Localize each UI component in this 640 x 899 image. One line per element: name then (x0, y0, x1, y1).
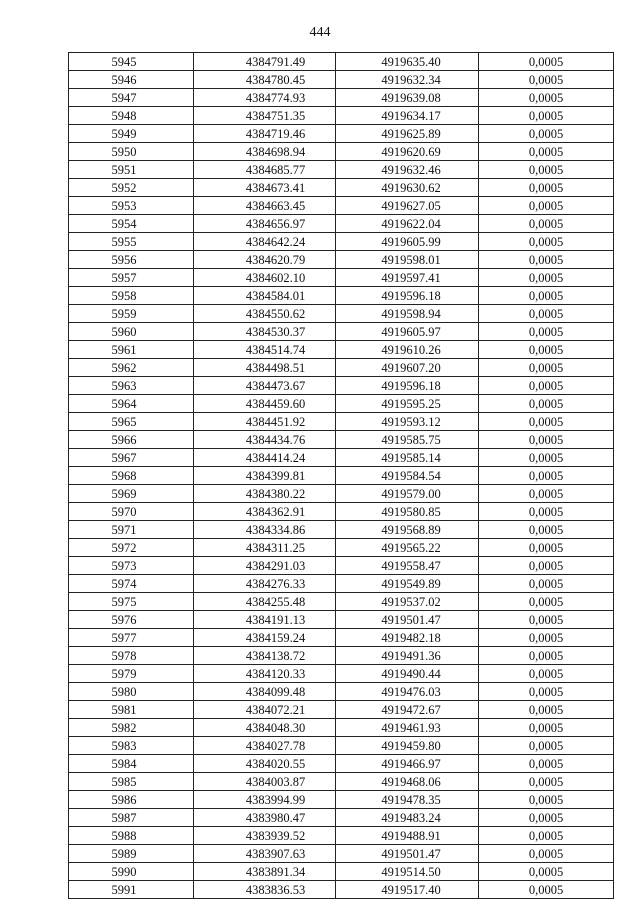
y-coordinate-cell: 4919639.08 (336, 89, 479, 107)
y-coordinate-cell: 4919625.89 (336, 125, 479, 143)
value-cell: 0,0005 (479, 197, 614, 215)
table-row (69, 791, 614, 809)
table-row (69, 593, 614, 611)
y-coordinate-cell: 4919598.01 (336, 251, 479, 269)
value-cell: 0,0005 (479, 701, 614, 719)
table-row (69, 125, 614, 143)
point-number-cell: 5973 (69, 557, 194, 575)
x-coordinate-cell: 4384550.62 (194, 305, 336, 323)
coordinates-table-container (68, 52, 613, 899)
x-coordinate-cell: 4384459.60 (194, 395, 336, 413)
table-row (69, 269, 614, 287)
table-row (69, 251, 614, 269)
table-row (69, 431, 614, 449)
y-coordinate-cell: 4919607.20 (336, 359, 479, 377)
point-number-cell: 5966 (69, 431, 194, 449)
y-coordinate-cell: 4919490.44 (336, 665, 479, 683)
y-coordinate-cell: 4919597.41 (336, 269, 479, 287)
table-row (69, 341, 614, 359)
table-row (69, 53, 614, 71)
value-cell: 0,0005 (479, 287, 614, 305)
point-number-cell: 5953 (69, 197, 194, 215)
table-row (69, 863, 614, 881)
table-row (69, 557, 614, 575)
x-coordinate-cell: 4384719.46 (194, 125, 336, 143)
value-cell: 0,0005 (479, 881, 614, 899)
y-coordinate-cell: 4919585.75 (336, 431, 479, 449)
table-row (69, 377, 614, 395)
y-coordinate-cell: 4919585.14 (336, 449, 479, 467)
value-cell: 0,0005 (479, 647, 614, 665)
y-coordinate-cell: 4919478.35 (336, 791, 479, 809)
x-coordinate-cell: 4384673.41 (194, 179, 336, 197)
x-coordinate-cell: 4383907.63 (194, 845, 336, 863)
table-row (69, 467, 614, 485)
table-row (69, 539, 614, 557)
value-cell: 0,0005 (479, 161, 614, 179)
point-number-cell: 5991 (69, 881, 194, 899)
point-number-cell: 5987 (69, 809, 194, 827)
point-number-cell: 5989 (69, 845, 194, 863)
x-coordinate-cell: 4384291.03 (194, 557, 336, 575)
y-coordinate-cell: 4919549.89 (336, 575, 479, 593)
point-number-cell: 5981 (69, 701, 194, 719)
x-coordinate-cell: 4384685.77 (194, 161, 336, 179)
point-number-cell: 5965 (69, 413, 194, 431)
point-number-cell: 5957 (69, 269, 194, 287)
coordinates-table (68, 52, 614, 899)
y-coordinate-cell: 4919459.80 (336, 737, 479, 755)
x-coordinate-cell: 4384602.10 (194, 269, 336, 287)
table-row (69, 413, 614, 431)
point-number-cell: 5946 (69, 71, 194, 89)
value-cell: 0,0005 (479, 791, 614, 809)
value-cell: 0,0005 (479, 737, 614, 755)
table-row (69, 161, 614, 179)
y-coordinate-cell: 4919483.24 (336, 809, 479, 827)
point-number-cell: 5964 (69, 395, 194, 413)
y-coordinate-cell: 4919537.02 (336, 593, 479, 611)
x-coordinate-cell: 4384498.51 (194, 359, 336, 377)
page-number: 444 (309, 25, 331, 40)
x-coordinate-cell: 4384584.01 (194, 287, 336, 305)
point-number-cell: 5956 (69, 251, 194, 269)
value-cell: 0,0005 (479, 269, 614, 287)
value-cell: 0,0005 (479, 845, 614, 863)
table-row (69, 89, 614, 107)
point-number-cell: 5982 (69, 719, 194, 737)
y-coordinate-cell: 4919568.89 (336, 521, 479, 539)
value-cell: 0,0005 (479, 323, 614, 341)
value-cell: 0,0005 (479, 53, 614, 71)
x-coordinate-cell: 4384020.55 (194, 755, 336, 773)
value-cell: 0,0005 (479, 377, 614, 395)
coordinates-table-body (69, 53, 614, 899)
x-coordinate-cell: 4384698.94 (194, 143, 336, 161)
table-row (69, 287, 614, 305)
table-row (69, 143, 614, 161)
point-number-cell: 5972 (69, 539, 194, 557)
y-coordinate-cell: 4919501.47 (336, 845, 479, 863)
value-cell: 0,0005 (479, 719, 614, 737)
x-coordinate-cell: 4384099.48 (194, 683, 336, 701)
x-coordinate-cell: 4384530.37 (194, 323, 336, 341)
point-number-cell: 5979 (69, 665, 194, 683)
value-cell: 0,0005 (479, 863, 614, 881)
value-cell: 0,0005 (479, 125, 614, 143)
table-row (69, 665, 614, 683)
y-coordinate-cell: 4919598.94 (336, 305, 479, 323)
y-coordinate-cell: 4919627.05 (336, 197, 479, 215)
x-coordinate-cell: 4383836.53 (194, 881, 336, 899)
y-coordinate-cell: 4919565.22 (336, 539, 479, 557)
table-row (69, 215, 614, 233)
value-cell: 0,0005 (479, 395, 614, 413)
x-coordinate-cell: 4384780.45 (194, 71, 336, 89)
table-row (69, 773, 614, 791)
value-cell: 0,0005 (479, 575, 614, 593)
table-row (69, 359, 614, 377)
y-coordinate-cell: 4919605.97 (336, 323, 479, 341)
x-coordinate-cell: 4383891.34 (194, 863, 336, 881)
table-row (69, 485, 614, 503)
x-coordinate-cell: 4384027.78 (194, 737, 336, 755)
x-coordinate-cell: 4383939.52 (194, 827, 336, 845)
point-number-cell: 5962 (69, 359, 194, 377)
x-coordinate-cell: 4384362.91 (194, 503, 336, 521)
x-coordinate-cell: 4384774.93 (194, 89, 336, 107)
value-cell: 0,0005 (479, 179, 614, 197)
point-number-cell: 5976 (69, 611, 194, 629)
table-row (69, 809, 614, 827)
x-coordinate-cell: 4384414.24 (194, 449, 336, 467)
y-coordinate-cell: 4919593.12 (336, 413, 479, 431)
y-coordinate-cell: 4919610.26 (336, 341, 479, 359)
table-row (69, 521, 614, 539)
value-cell: 0,0005 (479, 305, 614, 323)
y-coordinate-cell: 4919580.85 (336, 503, 479, 521)
table-row (69, 719, 614, 737)
value-cell: 0,0005 (479, 557, 614, 575)
value-cell: 0,0005 (479, 629, 614, 647)
point-number-cell: 5948 (69, 107, 194, 125)
point-number-cell: 5959 (69, 305, 194, 323)
y-coordinate-cell: 4919501.47 (336, 611, 479, 629)
table-row (69, 845, 614, 863)
table-row (69, 71, 614, 89)
point-number-cell: 5945 (69, 53, 194, 71)
y-coordinate-cell: 4919461.93 (336, 719, 479, 737)
table-row (69, 827, 614, 845)
table-row (69, 305, 614, 323)
value-cell: 0,0005 (479, 773, 614, 791)
value-cell: 0,0005 (479, 503, 614, 521)
y-coordinate-cell: 4919605.99 (336, 233, 479, 251)
point-number-cell: 5949 (69, 125, 194, 143)
y-coordinate-cell: 4919472.67 (336, 701, 479, 719)
x-coordinate-cell: 4384191.13 (194, 611, 336, 629)
table-row (69, 881, 614, 899)
point-number-cell: 5947 (69, 89, 194, 107)
point-number-cell: 5975 (69, 593, 194, 611)
point-number-cell: 5980 (69, 683, 194, 701)
value-cell: 0,0005 (479, 71, 614, 89)
y-coordinate-cell: 4919491.36 (336, 647, 479, 665)
point-number-cell: 5988 (69, 827, 194, 845)
y-coordinate-cell: 4919488.91 (336, 827, 479, 845)
table-row (69, 755, 614, 773)
point-number-cell: 5984 (69, 755, 194, 773)
value-cell: 0,0005 (479, 215, 614, 233)
point-number-cell: 5990 (69, 863, 194, 881)
x-coordinate-cell: 4384072.21 (194, 701, 336, 719)
value-cell: 0,0005 (479, 431, 614, 449)
x-coordinate-cell: 4384334.86 (194, 521, 336, 539)
table-row (69, 197, 614, 215)
point-number-cell: 5958 (69, 287, 194, 305)
value-cell: 0,0005 (479, 359, 614, 377)
table-row (69, 395, 614, 413)
x-coordinate-cell: 4384380.22 (194, 485, 336, 503)
value-cell: 0,0005 (479, 449, 614, 467)
value-cell: 0,0005 (479, 539, 614, 557)
table-row (69, 683, 614, 701)
value-cell: 0,0005 (479, 143, 614, 161)
x-coordinate-cell: 4384751.35 (194, 107, 336, 125)
x-coordinate-cell: 4383980.47 (194, 809, 336, 827)
point-number-cell: 5967 (69, 449, 194, 467)
value-cell: 0,0005 (479, 107, 614, 125)
value-cell: 0,0005 (479, 611, 614, 629)
table-row (69, 629, 614, 647)
x-coordinate-cell: 4384656.97 (194, 215, 336, 233)
x-coordinate-cell: 4384434.76 (194, 431, 336, 449)
value-cell: 0,0005 (479, 755, 614, 773)
point-number-cell: 5951 (69, 161, 194, 179)
table-row (69, 179, 614, 197)
y-coordinate-cell: 4919595.25 (336, 395, 479, 413)
y-coordinate-cell: 4919596.18 (336, 287, 479, 305)
x-coordinate-cell: 4384003.87 (194, 773, 336, 791)
point-number-cell: 5978 (69, 647, 194, 665)
y-coordinate-cell: 4919632.46 (336, 161, 479, 179)
x-coordinate-cell: 4384159.24 (194, 629, 336, 647)
point-number-cell: 5952 (69, 179, 194, 197)
point-number-cell: 5955 (69, 233, 194, 251)
x-coordinate-cell: 4384255.48 (194, 593, 336, 611)
point-number-cell: 5970 (69, 503, 194, 521)
y-coordinate-cell: 4919584.54 (336, 467, 479, 485)
point-number-cell: 5971 (69, 521, 194, 539)
x-coordinate-cell: 4384138.72 (194, 647, 336, 665)
y-coordinate-cell: 4919466.97 (336, 755, 479, 773)
x-coordinate-cell: 4384451.92 (194, 413, 336, 431)
x-coordinate-cell: 4384120.33 (194, 665, 336, 683)
point-number-cell: 5950 (69, 143, 194, 161)
point-number-cell: 5954 (69, 215, 194, 233)
point-number-cell: 5983 (69, 737, 194, 755)
point-number-cell: 5968 (69, 467, 194, 485)
point-number-cell: 5986 (69, 791, 194, 809)
x-coordinate-cell: 4384642.24 (194, 233, 336, 251)
value-cell: 0,0005 (479, 485, 614, 503)
x-coordinate-cell: 4384311.25 (194, 539, 336, 557)
x-coordinate-cell: 4384514.74 (194, 341, 336, 359)
y-coordinate-cell: 4919482.18 (336, 629, 479, 647)
y-coordinate-cell: 4919514.50 (336, 863, 479, 881)
y-coordinate-cell: 4919635.40 (336, 53, 479, 71)
y-coordinate-cell: 4919622.04 (336, 215, 479, 233)
value-cell: 0,0005 (479, 827, 614, 845)
point-number-cell: 5961 (69, 341, 194, 359)
table-row (69, 611, 614, 629)
y-coordinate-cell: 4919632.34 (336, 71, 479, 89)
table-row (69, 107, 614, 125)
table-row (69, 503, 614, 521)
x-coordinate-cell: 4384399.81 (194, 467, 336, 485)
point-number-cell: 5977 (69, 629, 194, 647)
y-coordinate-cell: 4919596.18 (336, 377, 479, 395)
value-cell: 0,0005 (479, 593, 614, 611)
value-cell: 0,0005 (479, 341, 614, 359)
point-number-cell: 5960 (69, 323, 194, 341)
y-coordinate-cell: 4919468.06 (336, 773, 479, 791)
table-row (69, 575, 614, 593)
table-row (69, 737, 614, 755)
table-row (69, 323, 614, 341)
y-coordinate-cell: 4919558.47 (336, 557, 479, 575)
x-coordinate-cell: 4384620.79 (194, 251, 336, 269)
y-coordinate-cell: 4919579.00 (336, 485, 479, 503)
y-coordinate-cell: 4919634.17 (336, 107, 479, 125)
value-cell: 0,0005 (479, 665, 614, 683)
y-coordinate-cell: 4919630.62 (336, 179, 479, 197)
table-row (69, 647, 614, 665)
value-cell: 0,0005 (479, 521, 614, 539)
x-coordinate-cell: 4384276.33 (194, 575, 336, 593)
value-cell: 0,0005 (479, 413, 614, 431)
point-number-cell: 5985 (69, 773, 194, 791)
x-coordinate-cell: 4384791.49 (194, 53, 336, 71)
value-cell: 0,0005 (479, 683, 614, 701)
table-row (69, 233, 614, 251)
table-row (69, 701, 614, 719)
x-coordinate-cell: 4383994.99 (194, 791, 336, 809)
value-cell: 0,0005 (479, 89, 614, 107)
value-cell: 0,0005 (479, 809, 614, 827)
x-coordinate-cell: 4384048.30 (194, 719, 336, 737)
value-cell: 0,0005 (479, 251, 614, 269)
point-number-cell: 5963 (69, 377, 194, 395)
y-coordinate-cell: 4919517.40 (336, 881, 479, 899)
y-coordinate-cell: 4919476.03 (336, 683, 479, 701)
x-coordinate-cell: 4384663.45 (194, 197, 336, 215)
table-row (69, 449, 614, 467)
value-cell: 0,0005 (479, 467, 614, 485)
y-coordinate-cell: 4919620.69 (336, 143, 479, 161)
x-coordinate-cell: 4384473.67 (194, 377, 336, 395)
point-number-cell: 5969 (69, 485, 194, 503)
point-number-cell: 5974 (69, 575, 194, 593)
value-cell: 0,0005 (479, 233, 614, 251)
